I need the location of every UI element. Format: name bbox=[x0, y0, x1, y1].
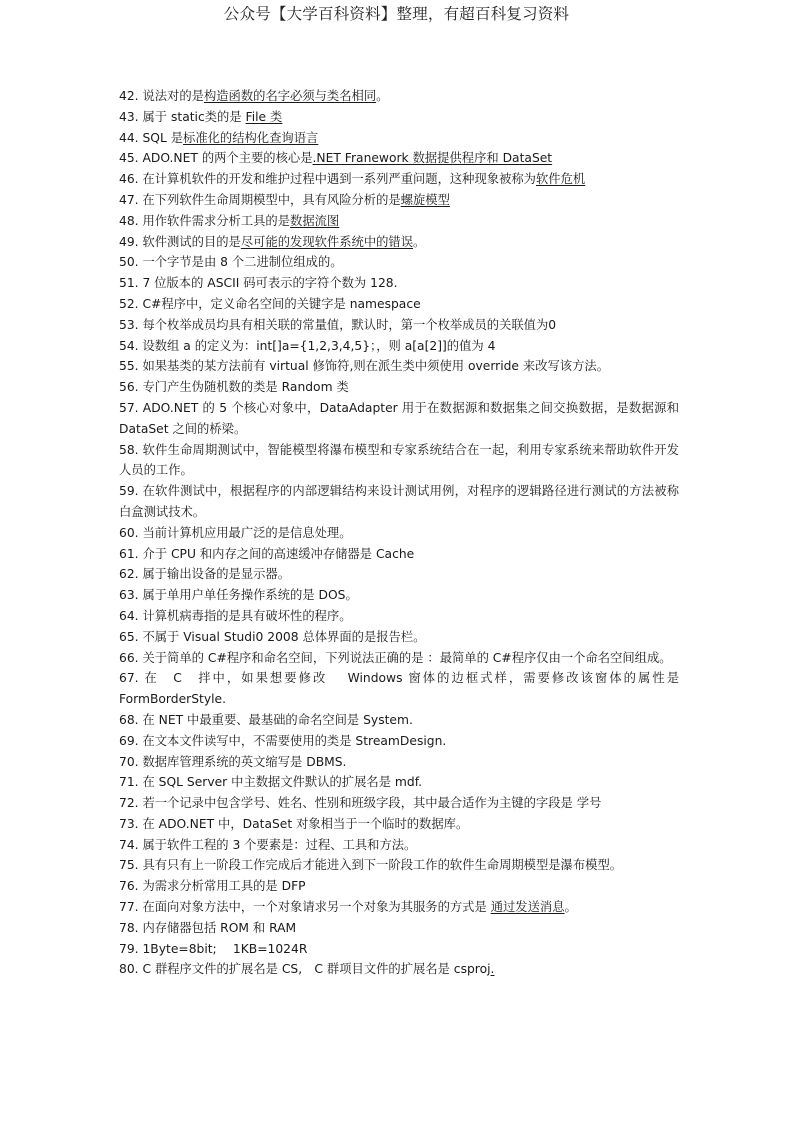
item-text: 56. 专门产生伪随机数的类是 Random 类 bbox=[119, 380, 349, 395]
item-text: 52. C#程序中，定义命名空间的关键字是 namespace bbox=[119, 296, 421, 311]
underlined-answer: 软件危机 bbox=[535, 172, 586, 187]
underlined-answer: 尽可能的发现软件系统中的错误 bbox=[240, 234, 414, 249]
question-item bbox=[119, 440, 679, 482]
question-item bbox=[119, 710, 679, 731]
item-text: 68. 在 NET 中最重要、最基础的命名空间是 System. bbox=[119, 712, 413, 727]
underlined-answer: 数据流图 bbox=[290, 213, 340, 228]
question-list bbox=[119, 86, 679, 980]
item-text: 49. 软件测试的目的是 bbox=[119, 234, 241, 249]
item-text: 61. 介于 CPU 和内存之间的高速缓冲存储器是 Cache bbox=[119, 546, 415, 561]
item-text: 54. 设数组 a 的定义为：int[]a={1,2,3,4,5}；，则 a[a[2]]的值为 4 bbox=[119, 338, 496, 353]
item-text: 75. 具有只有上一阶段工作完成后才能进入到下一阶段工作的软件生命周期模型是瀑布模型。 bbox=[119, 858, 623, 873]
question-item bbox=[119, 128, 679, 149]
question-item bbox=[119, 398, 679, 440]
question-item bbox=[119, 294, 679, 315]
item-text: 76. 为需求分析常用工具的是 DFP bbox=[119, 879, 306, 894]
question-item bbox=[119, 772, 679, 793]
item-text: 63. 属于单用户单任务操作系统的是 DOS。 bbox=[119, 588, 358, 603]
item-text: 51. 7 位版本的 ASCII 码可表示的字符个数为 128. bbox=[119, 276, 398, 291]
question-item bbox=[119, 523, 679, 544]
question-item bbox=[119, 273, 679, 294]
underlined-answer: 螺旋模型 bbox=[400, 192, 450, 207]
item-text: 77. 在面向对象方法中，一个对象请求另一个对象为其服务的方式是 bbox=[119, 900, 491, 915]
question-item bbox=[119, 356, 679, 377]
underlined-answer: File 类 bbox=[245, 109, 283, 124]
item-text: 70. 数据库管理系统的英文缩写是 DBMS. bbox=[119, 754, 347, 769]
item-text: 65. 不属于 Visual Studi0 2008 总体界面的是报告栏。 bbox=[119, 629, 426, 644]
question-item bbox=[119, 668, 679, 710]
question-item bbox=[119, 377, 679, 398]
question-item bbox=[119, 876, 679, 897]
item-text: 46. 在计算机软件的开发和维护过程中遇到一系列严重问题，这种现象被称为 bbox=[119, 172, 536, 187]
item-text: 43. 属于 static类的是 bbox=[119, 109, 246, 124]
item-text: 45. ADO.NET 的两个主要的核心是 bbox=[119, 151, 313, 166]
question-item bbox=[119, 814, 679, 835]
question-item bbox=[119, 564, 679, 585]
question-item bbox=[119, 252, 679, 273]
question-item bbox=[119, 793, 679, 814]
item-text: 44. SQL 是 bbox=[119, 130, 184, 145]
page-header: 公众号【大学百科资料】整理，有超百科复习资料 bbox=[223, 5, 570, 23]
question-item bbox=[119, 918, 679, 939]
question-item bbox=[119, 959, 679, 980]
question-item bbox=[119, 544, 679, 565]
item-text: 57. ADO.NET 的 5 个核心对象中，DataAdapter 用于在数据源和数据集之间交换数据，是数据源和 DataSet 之间的桥梁。 bbox=[119, 400, 679, 436]
item-text: 71. 在 SQL Server 中主数据文件默认的扩展名是 mdf. bbox=[119, 775, 423, 790]
item-text: 48. 用作软件需求分析工具的是 bbox=[119, 213, 291, 228]
item-text: 73. 在 ADO.NET 中，DataSet 对象相当于一个临时的数据库。 bbox=[119, 816, 469, 831]
underlined-answer: .NET Franework 数据提供程序和 DataSet bbox=[312, 151, 553, 166]
item-text: 74. 属于软件工程的 3 个要素是：过程、工具和方法。 bbox=[119, 837, 417, 852]
item-text: 72. 若一个记录中包含学号、姓名、性别和班级字段，其中最合适作为主键的字段是 学号 bbox=[119, 796, 602, 811]
item-text: 53. 每个枚举成员均具有相关联的常量值，默认时，第一个枚举成员的关联值为0 bbox=[119, 317, 557, 332]
underlined-answer: 标准化的结构化查询语言 bbox=[183, 130, 319, 145]
question-item bbox=[119, 107, 679, 128]
question-item bbox=[119, 481, 679, 523]
question-item bbox=[119, 585, 679, 606]
item-text: 42. 说法对的是 bbox=[119, 89, 204, 103]
item-text: 50. 一个字节是由 8 个二进制位组成的。 bbox=[119, 255, 343, 270]
question-item bbox=[119, 627, 679, 648]
item-suffix: 。 bbox=[564, 900, 577, 915]
item-text: 78. 内存储器包括 ROM 和 RAM bbox=[119, 920, 297, 935]
question-item bbox=[119, 148, 679, 169]
item-text: 67. 在 C 拌中，如果想要修改 Windows 窗体的边框式样，需要修改该窗体的属性是 FormBorderStyle. bbox=[119, 671, 679, 707]
question-item bbox=[119, 897, 679, 918]
question-item bbox=[119, 86, 679, 107]
item-text: 80. C 群程序文件的扩展名是 CS, C 群项目文件的扩展名是 csproj bbox=[119, 962, 491, 977]
item-text: 69. 在文本文件读写中，不需要使用的类是 StreamDesign. bbox=[119, 733, 447, 748]
item-text: 55. 如果基类的某方法前有 virtual 修饰符,则在派生类中须使用 override 来改写该方法。 bbox=[119, 359, 609, 374]
question-item bbox=[119, 835, 679, 856]
question-item bbox=[119, 648, 679, 669]
question-item bbox=[119, 336, 679, 357]
question-item bbox=[119, 211, 679, 232]
question-item bbox=[119, 232, 679, 253]
question-item bbox=[119, 855, 679, 876]
item-text: 79. 1Byte=8bit; 1KB=1024R bbox=[119, 941, 308, 956]
underlined-answer: 构造函数的名字必须与类名相同 bbox=[203, 89, 377, 103]
item-text: 60. 当前计算机应用最广泛的是信息处理。 bbox=[119, 525, 352, 540]
underlined-answer: 通过发送消息 bbox=[490, 900, 565, 915]
question-item bbox=[119, 169, 679, 190]
underlined-answer: . bbox=[490, 962, 495, 977]
item-text: 64. 计算机病毒指的是具有破坏性的程序。 bbox=[119, 608, 352, 623]
question-item bbox=[119, 752, 679, 773]
item-text: 58. 软件生命周期测试中，智能模型将瀑布模型和专家系统结合在一起，利用专家系统来帮助软件开发人员的工作。 bbox=[119, 442, 679, 478]
item-text: 47. 在下列软件生命周期模型中，具有风险分析的是 bbox=[119, 192, 401, 207]
question-item bbox=[119, 939, 679, 960]
item-text: 62. 属于输出设备的是显示器。 bbox=[119, 567, 291, 582]
item-text: 59. 在软件测试中，根据程序的内部逻辑结构来设计测试用例，对程序的逻辑路径进行测试的方法被称白盒测试技术。 bbox=[119, 484, 679, 519]
question-item bbox=[119, 606, 679, 627]
question-item bbox=[119, 315, 679, 336]
question-item bbox=[119, 190, 679, 211]
item-suffix: 。 bbox=[413, 234, 426, 249]
item-text: 66. 关于简单的 C#程序和命名空间，下列说法正确的是 ：最简单的 C#程序仅由一个命名空间组成。 bbox=[119, 650, 672, 665]
question-item bbox=[119, 731, 679, 752]
item-suffix: 。 bbox=[376, 89, 389, 103]
